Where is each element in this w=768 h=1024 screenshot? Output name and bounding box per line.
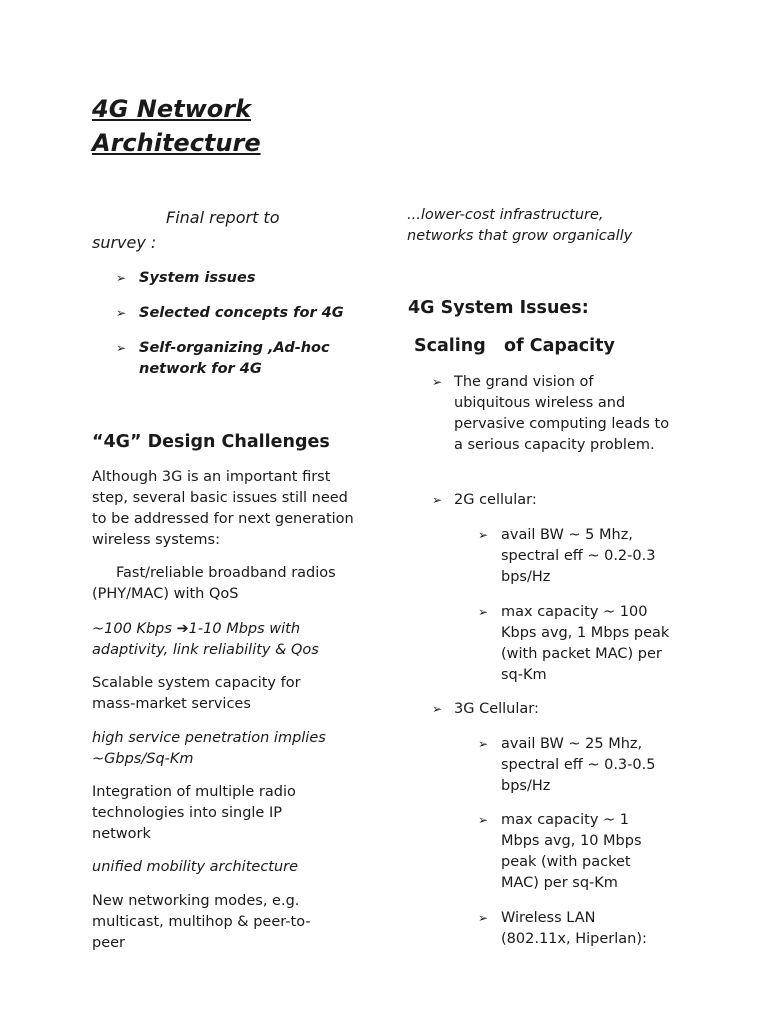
paragraph: Integration of multiple radio technologies into single IP network <box>92 784 296 842</box>
list-item: Self-organizing ,Ad-hoc network for 4G <box>139 340 330 377</box>
title-line-1: 4G Network <box>92 95 252 123</box>
speed-to: 1-10 Mbps with adaptivity, link reliability & Qos <box>92 621 319 658</box>
scaling-heading: Scaling of Capacity <box>414 336 615 356</box>
bullet-arrow-icon: ➢ <box>478 528 489 542</box>
bullet-arrow-icon: ➢ <box>116 341 127 355</box>
paragraph: unified mobility architecture <box>92 859 299 875</box>
list-item: Wireless LAN (802.11x, Hiperlan): <box>501 910 647 947</box>
bullet-arrow-icon: ➢ <box>432 702 443 716</box>
right-intro: ...lower-cost infrastructure, networks that grow organically <box>407 207 633 244</box>
list-item: 2G cellular: <box>454 492 537 508</box>
intro-line-2: survey : <box>92 233 157 252</box>
arrow-right-icon: ➔ <box>176 621 189 637</box>
bullet-arrow-icon: ➢ <box>116 306 127 320</box>
list-item: The grand vision of ubiquitous wireless and pervasive computing leads to a serious capacity problem. <box>454 374 670 453</box>
title-line-2: Architecture <box>92 129 261 157</box>
paragraph: New networking modes, e.g. multicast, multihop & peer-to-peer <box>92 893 311 951</box>
page-title <box>92 92 392 160</box>
list-item: max capacity ~ 1 Mbps avg, 10 Mbps peak (with packet MAC) per sq-Km <box>501 812 642 891</box>
list-item: Selected concepts for 4G <box>139 305 344 321</box>
bullet-arrow-icon: ➢ <box>432 375 443 389</box>
intro-line-1: Final report to <box>166 208 280 227</box>
paragraph: Although 3G is an important first step, several basic issues still need to be addressed for next generation wireless systems: <box>92 469 354 548</box>
challenges-heading: “4G” Design Challenges <box>92 432 330 452</box>
list-item: max capacity ~ 100 Kbps avg, 1 Mbps peak (with packet MAC) per sq-Km <box>501 604 670 683</box>
bullet-arrow-icon: ➢ <box>432 493 443 507</box>
paragraph <box>92 619 352 661</box>
paragraph: Fast/reliable broadband radios (PHY/MAC) with QoS <box>92 565 336 602</box>
paragraph: Scalable system capacity for mass-market services <box>92 675 301 712</box>
list-item: avail BW ~ 25 Mhz, spectral eff ~ 0.3-0.5 bps/Hz <box>501 736 656 794</box>
paragraph: high service penetration implies ~Gbps/Sq-Km <box>92 730 326 767</box>
bullet-arrow-icon: ➢ <box>478 813 489 827</box>
list-item: System issues <box>139 270 256 286</box>
bullet-arrow-icon: ➢ <box>116 271 127 285</box>
bullet-arrow-icon: ➢ <box>478 737 489 751</box>
list-item: 3G Cellular: <box>454 701 539 717</box>
list-item: avail BW ~ 5 Mhz, spectral eff ~ 0.2-0.3 bps/Hz <box>501 527 656 585</box>
speed-from: ~100 Kbps <box>92 621 177 637</box>
system-issues-heading: 4G System Issues: <box>408 298 589 318</box>
bullet-arrow-icon: ➢ <box>478 605 489 619</box>
bullet-arrow-icon: ➢ <box>478 911 489 925</box>
